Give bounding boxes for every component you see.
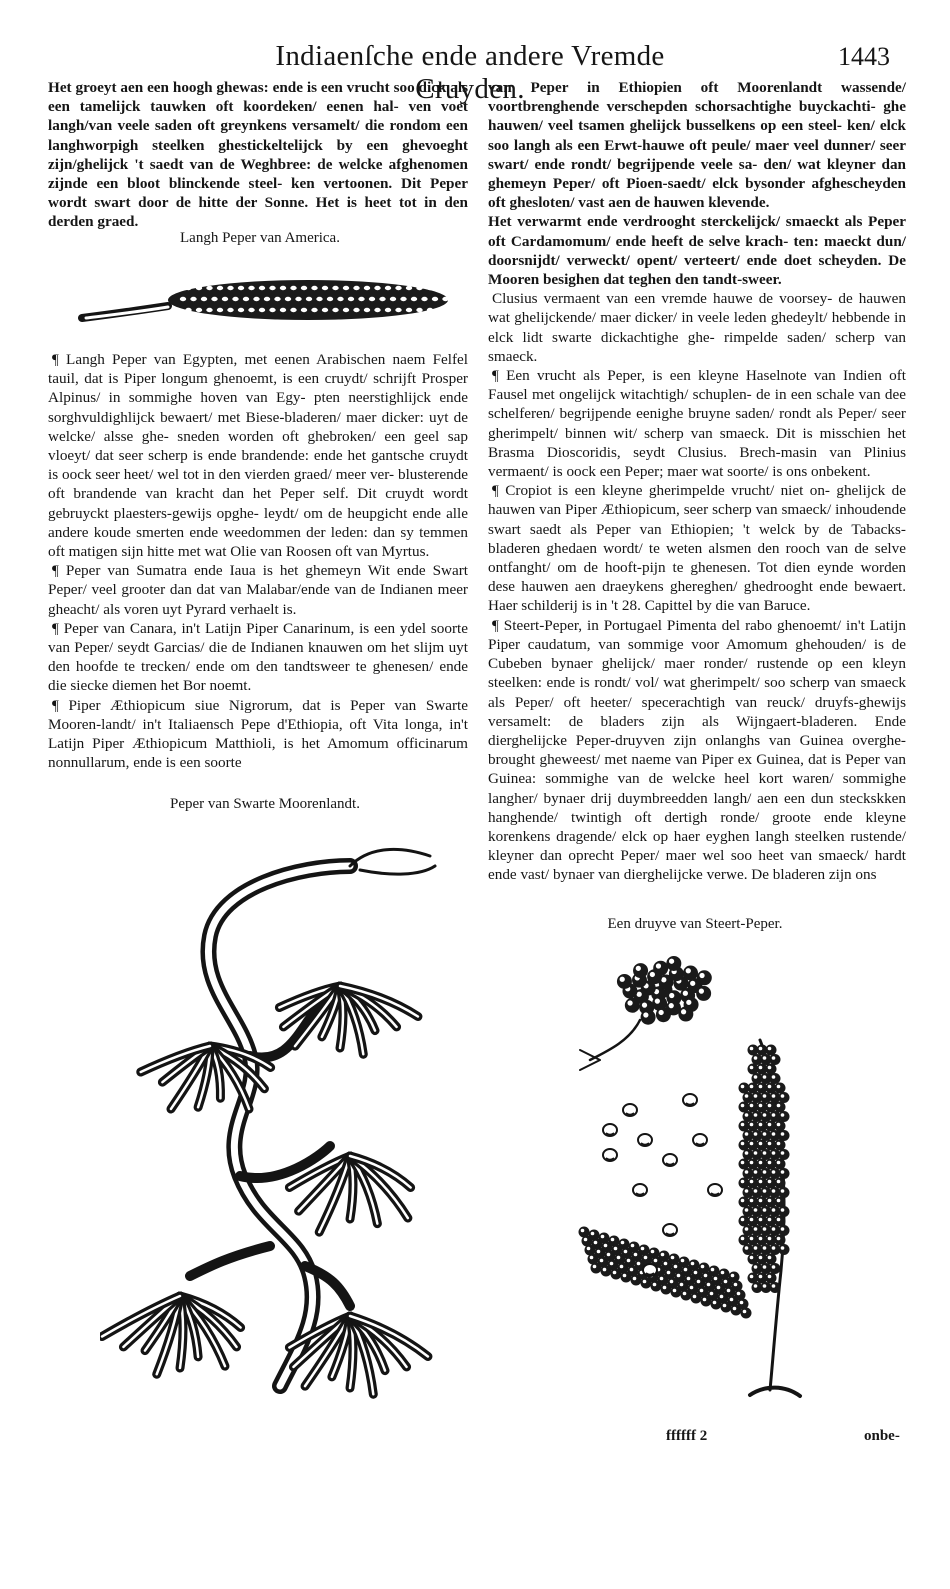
- paragraph-aethiopicum: ¶ Piper Æthiopicum siue Nigrorum, dat is Peper van Swarte Mooren-landt/ in't Italiaensch Pepe d'Ethiopia, oft Vita longa, in't Latijn Piper Æthiopicum Matthioli, is het Amomum officinarum nonnullarum, ende is een soorte: [48, 696, 468, 772]
- paragraph-vrucht: ¶ Een vrucht als Peper, is een kleyne Haselnote van Indien oft Fausel met ongelijck witachtigh/ schuplen- de in een schale van dee schelferen/ begrijpende eenighe bruyne saden/ rondt als Peper/ seer gherimpelt/ binnen wit/ scherp van smaeck. Dit is misschien het Brasma Dioscoridis, seydt Clusius. Brech-masin van Plinius vermaent/ is oock een Peper; maer wat soorte/ is ons onbekent.: [488, 367, 906, 481]
- caption-steert-peper: Een druyve van Steert-Peper.: [607, 916, 783, 932]
- page-title: Indiaenſche ende andere Vremde Cruyden.: [275, 40, 665, 105]
- ethiopian-pepper-plant-woodcut: [100, 826, 460, 1436]
- caption-long-pepper: Langh Peper van America.: [180, 230, 340, 246]
- paragraph-clusius: Clusius vermaent van een vremde hauwe de voorsey- de hauwen wat ghelijckende/ maer dicker/ in veele leden ghedeylt/ hebbende in elck lidt swarte dickachtighe ghe- rimpelde saden/ scherp van smaeck.: [488, 290, 906, 365]
- left-column-body: [48, 350, 468, 772]
- paragraph-steert: ¶ Steert-Peper, in Portugael Pimenta del rabo ghenoemt/ in't Latijn Piper caudatum, van sommige voor Amomum ghehouden/ is de Cubeben bynaer ghelijck/ maer ronder/ rustende op een kleyn steelken: ende is rondt/ vol/ wat gherimpelt/ soo scherp van smaeck als Peper/ oft heeter/ specerachtigh van reuck/ druyfs-ghewijs versamelt: de bladers zijn als Wijngaert-bladeren. Ende dierghelijcke Peper-druyven zijn onlanghs van Guinea overghe- brought gheweest/ met naeme van Piper ex Guinea, dat is Peper van Guinea: sommighe van de welcke heel kort waren/ sommighe langher/ bynaer drij duymbreedden langh/ aen een dun steckskken hanghende/ twintigh oft dertigh ronde/ groote ende kleyne korenkens dragende/ elck op haer eyghen langh steelken rustende/ kleyner dan oprecht Peper/ maer wel soo heet van smaeck/ hardt ende vast/ bynaer van dierghelijcke verwe. De bladeren zijn ons: [488, 616, 906, 884]
- tail-pepper-grape-woodcut: [550, 950, 830, 1410]
- paragraph-canara: ¶ Peper van Canara, in't Latijn Piper Canarinum, is een ydel soorte van Peper/ seydt Garcias/ die de Indianen knauwen om het slijm uyt den hoofde te trecken/ ende om den tandtsweer te ghenesen/ ende die siecke diemen het Bor noemt.: [48, 619, 468, 695]
- catchword: onbe-: [864, 1428, 900, 1444]
- paragraph-verwarmt: Het verwarmt ende verdrooght sterckelijck/ smaeckt als Peper oft Cardamomum/ ende heeft de selve krach- ten: maeckt dun/ doorsnijdt/ verweckt/ opent/ verteert/ ende doet scheyden. De Mooren besighen dat teghen den tandt-sweer.: [488, 213, 906, 289]
- caption-swarte-peper: Peper van Swarte Moorenlandt.: [170, 796, 360, 812]
- paragraph-egypt: ¶ Langh Peper van Egypten, met eenen Arabischen naem Felfel tauil, dat is Piper longum ghenoemt, is een cruydt/ schrijft Prosper Alpinus/ in sommighe hoven van Egy- pten neerstighlijck ende sorghvuldighlijck bewaert/ met Biese-bladeren/ maer dicker: uyt de welcke/ alsse ghe- sneden worden oft ghebroken/ een geel sap vloeyt/ dat seer scherp is ende brandende: ende het gantsche cruydt is oock seer heet/ wel tot in den vierden graed/ meer ver- blusterende oft brandende van kracht dan het Peper self. Dit cruydt wordt gebruyckt plaesters-gewijs opghe- leydt/ om de heupgicht ende alle andere koude smerten ende weedommen der leden: dan sy temmen oft matigen sijn hitte met wat Olie van Roosen oft van Myrtus.: [48, 351, 468, 561]
- left-column-top: [48, 78, 468, 232]
- right-top-paragraph: van Peper in Ethiopien oft Moorenlandt wassende/ voortbrenghende verschepden schorsachtighe buyckachti- ghe hauwen/ veel tsamen ghelijck busselkens op een steel- ken/ elck soo langh als een Erwt-hauwe oft peule/ maer veel dunner/ seer swart/ ende rondt/ begrijpende veele sa- den/ wat kleyner dan ghemeyn Peper/ oft Pioen-saedt/ elck bysonder afghescheyden oft ghesloten/ vast aen de hauwen klevende.: [488, 79, 906, 212]
- signature-mark: ffffff 2: [666, 1428, 708, 1444]
- left-top-paragraph: Het groeyt aen een hoogh ghewas: ende is een vrucht soo dick als een tamelijck tauwken oft koordeken/ eenen hal- ven voet langh/van veele saden oft greynkens versamelt/ die rondom een langhworpigh steelken ghestickeltelijck by een ghevoeght zijn/ghelijck 't saedt van de Weghbree: de welcke afghenomen zijnde een bloot blinckende steel- ken vertoonen. Dit Peper wordt swart door de hitte der Sonne. Het is heet tot in den derden graed.: [48, 79, 468, 231]
- right-column-body: [488, 78, 906, 885]
- paragraph-sumatra: ¶ Peper van Sumatra ende Iaua is het ghemeyn Wit ende Swart Peper/ veel grooter dan dat van Malabar/ende van de Indianen meer gheacht/ als voren uyt Pyrard verhaelt is.: [48, 562, 468, 618]
- page-number: 1443: [838, 42, 890, 71]
- long-pepper-america-woodcut: [78, 276, 458, 346]
- paragraph-cropiot: ¶ Cropiot is een kleyne gherimpelde vrucht/ niet on- ghelijck de hauwen van Piper Æthiopicum, seer scherp van smaeck/ inhoudende swart saedt als Peper van Ethiopien; 't welck by de Tabacks-bladeren ghedaen wordt/ te weten alsmen den rooch van de selve ontfanght/ om de hooft-pijn te ghenesen. Tot dien eynde worden dese hauwen aen draeykens ghereghen/ ghedrooght ende bewaert. Haer schilderij is in 't 28. Capittel by die van Baruce.: [488, 482, 906, 615]
